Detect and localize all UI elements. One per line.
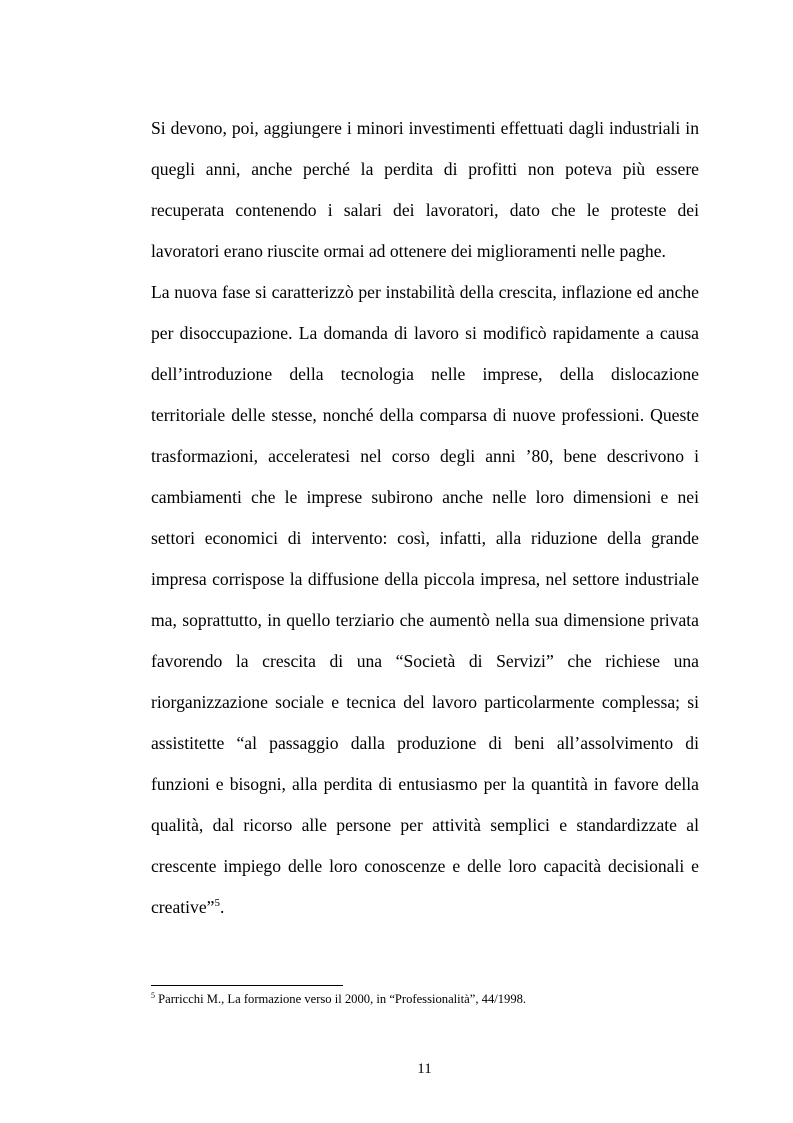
footnote-marker: 5 — [151, 990, 155, 1000]
paragraph-2-text: La nuova fase si caratterizzò per instabilità della crescita, inflazione ed anche per disoccupazione. La domanda di lavoro si modificò rapidamente a causa dell’introduzione della tecnologia nelle imprese, della dislocazione territoriale delle stesse, nonché della comparsa di nuove professioni. Queste trasformazioni, acceleratesi nel corso degli anni ’80, bene descrivono i cambiamenti che le imprese subirono anche nelle loro dimensioni e nei settori economici di intervento: così, infatti, alla riduzione della grande impresa corrispose la diffusione della piccola impresa, nel settore industriale ma, soprattutto, in quello terziario che aumentò nella sua dimensione privata favorendo la crescita di una “Società di Servizi” che richiese una riorganizzazione sociale e tecnica del lavoro particolarmente complessa; si assistitette “al passaggio dalla produzione di beni all’assolvimento di funzioni e bisogni, alla perdita di entusiasmo per la quantità in favore della qualità, dal ricorso alle persone per attività semplici e standardizzate al crescente impiego delle loro conoscenze e delle loro capacità decisionali e creative” — [151, 282, 699, 917]
paragraph-1-text: Si devono, poi, aggiungere i minori investimenti effettuati dagli industriali in quegli anni, anche perché la perdita di profitti non poteva più essere recuperata contenendo i salari dei lavoratori, dato che le proteste dei lavoratori erano riuscite ormai ad ottenere dei miglioramenti nelle paghe. — [151, 118, 699, 261]
paragraph-1 — [151, 108, 699, 272]
footnote — [151, 991, 711, 1007]
paragraph-2 — [151, 272, 699, 928]
paragraph-2-tail: . — [219, 897, 225, 917]
footnote-text: Parricchi M., La formazione verso il 2000, in “Professionalità”, 44/1998. — [155, 992, 527, 1006]
footnote-separator — [151, 985, 343, 986]
footnote-reference[interactable]: 5 — [214, 897, 220, 910]
page-number: 11 — [417, 1061, 432, 1077]
body-text — [151, 108, 699, 928]
